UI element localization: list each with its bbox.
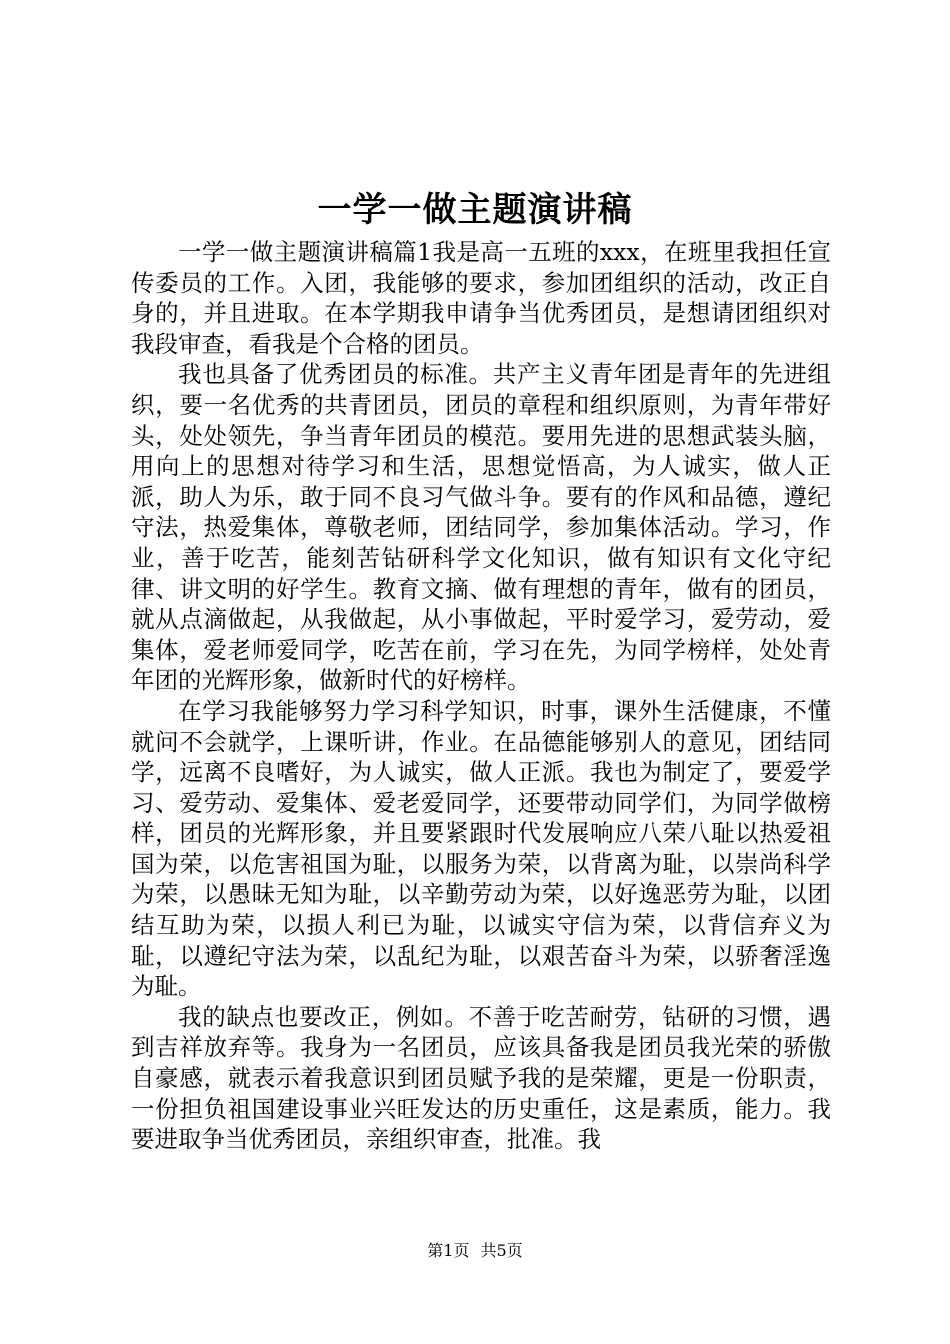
page-total: 共5页	[480, 1241, 523, 1260]
page-footer	[0, 1240, 950, 1262]
paragraph-3: 在学习我能够努力学习科学知识，时事，课外生活健康，不懂就问不会就学，上课听讲，作业。在品德能够别人的意见，团结同学，远离不良嗜好，为人诚实，做人正派。我也为制定了，要爱学习、爱劳动、爱集体、爱老爱同学，还要带动同学们，为同学做榜样，团员的光辉形象，并且要紧跟时代发展响应八荣八耻以热爱祖国为荣，以危害祖国为耻，以服务为荣，以背离为耻，以崇尚科学为荣，以愚昧无知为耻，以辛勤劳动为荣，以好逸恶劳为耻，以团结互助为荣，以损人利已为耻，以诚实守信为荣，以背信弃义为耻，以遵纪守法为荣，以乱纪为耻，以艰苦奋斗为荣，以骄奢淫逸为耻。	[131, 696, 831, 1001]
page-number: 第1页	[427, 1241, 470, 1260]
paragraph-2: 我也具备了优秀团员的标准。共产主义青年团是青年的先进组织，要一名优秀的共青团员，团员的章程和组织原则，为青年带好头，处处领先，争当青年团员的模范。要用先进的思想武装头脑，用向上的思想对待学习和生活，思想觉悟高，为人诚实，做人正派，助人为乐，敢于同不良习气做斗争。要有的作风和品德，遵纪守法，热爱集体，尊敬老师，团结同学，参加集体活动。学习，作业，善于吃苦，能刻苦钻研科学文化知识，做有知识有文化守纪律、讲文明的好学生。教育文摘、做有理想的青年，做有的团员，就从点滴做起，从我做起，从小事做起，平时爱学习，爱劳动，爱集体，爱老师爱同学，吃苦在前，学习在先，为同学榜样，处处青年团的光辉形象，做新时代的好榜样。	[131, 360, 831, 695]
paragraph-4: 我的缺点也要改正，例如。不善于吃苦耐劳，钻研的习惯，遇到吉祥放弃等。我身为一名团员，应该具备我是团员我光荣的骄傲自豪感，就表示着我意识到团员赋予我的是荣耀，更是一份职责，一份担负祖国建设事业兴旺发达的历史重任，这是素质，能力。我要进取争当优秀团员，亲组织审查，批准。我	[131, 1002, 831, 1154]
document-title: 一学一做主题演讲稿	[317, 190, 633, 230]
paragraph-1: 一学一做主题演讲稿篇1我是高一五班的xxx，在班里我担任宣传委员的工作。入团，我能够的要求，参加团组织的活动，改正自身的，并且进取。在本学期我申请争当优秀团员，是想请团组织对我段审查，看我是个合格的团员。	[131, 238, 831, 358]
document-body	[131, 237, 831, 1155]
